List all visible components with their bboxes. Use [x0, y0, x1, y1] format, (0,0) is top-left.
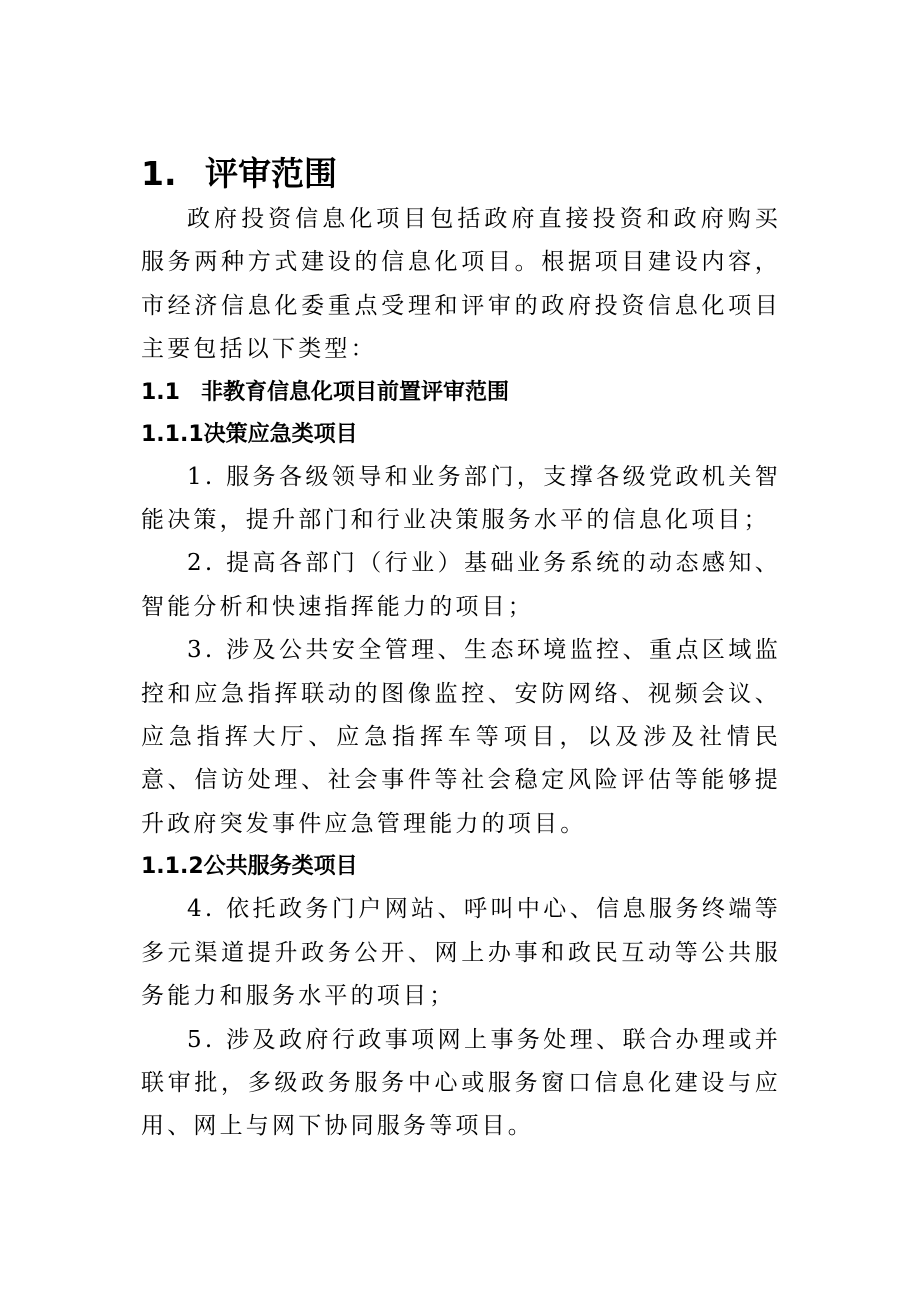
subsubsection-heading-decision: 1.1.1决策应急类项目 — [141, 421, 358, 447]
section-number: 1. — [141, 154, 177, 193]
list-item: 3. 涉及公共安全管理、生态环境监控、重点区域监控和应急指挥联动的图像监控、安防网络、视频会议、应急指挥大厅、应急指挥车等项目，以及涉及社情民意、信访处理、社会事件等社会稳定风险评估等能够提升政府突发事件应急管理能力的项目。 — [141, 637, 781, 837]
list-item: 5. 涉及政府行政事项网上事务处理、联合办理或并联审批，多级政务服务中心或服务窗口信息化建设与应用、网上与网下协同服务等项目。 — [141, 1026, 781, 1140]
intro-paragraph: 政府投资信息化项目包括政府直接投资和政府购买服务两种方式建设的信息化项目。根据项目建设内容，市经济信息化委重点受理和评审的政府投资信息化项目主要包括以下类型： — [141, 206, 781, 363]
list-item: 1. 服务各级领导和业务部门，支撑各级党政机关智能决策，提升部门和行业决策服务水平的信息化项目； — [141, 463, 781, 534]
section-heading — [141, 152, 781, 196]
subsection-heading — [141, 372, 781, 414]
subsubsection-heading-public-service: 1.1.2公共服务类项目 — [141, 854, 358, 880]
subsection-title: 非教育信息化项目前置评审范围 — [201, 379, 510, 405]
section-title: 评审范围 — [205, 154, 337, 193]
subsection-number: 1.1 — [141, 379, 180, 405]
document-body — [141, 152, 781, 1149]
list-item: 2. 提高各部门（行业）基础业务系统的动态感知、智能分析和快速指挥能力的项目； — [141, 550, 781, 620]
list-item: 4. 依托政务门户网站、呼叫中心、信息服务终端等多元渠道提升政务公开、网上办事和政民互动等公共服务能力和服务水平的项目； — [141, 896, 781, 1010]
